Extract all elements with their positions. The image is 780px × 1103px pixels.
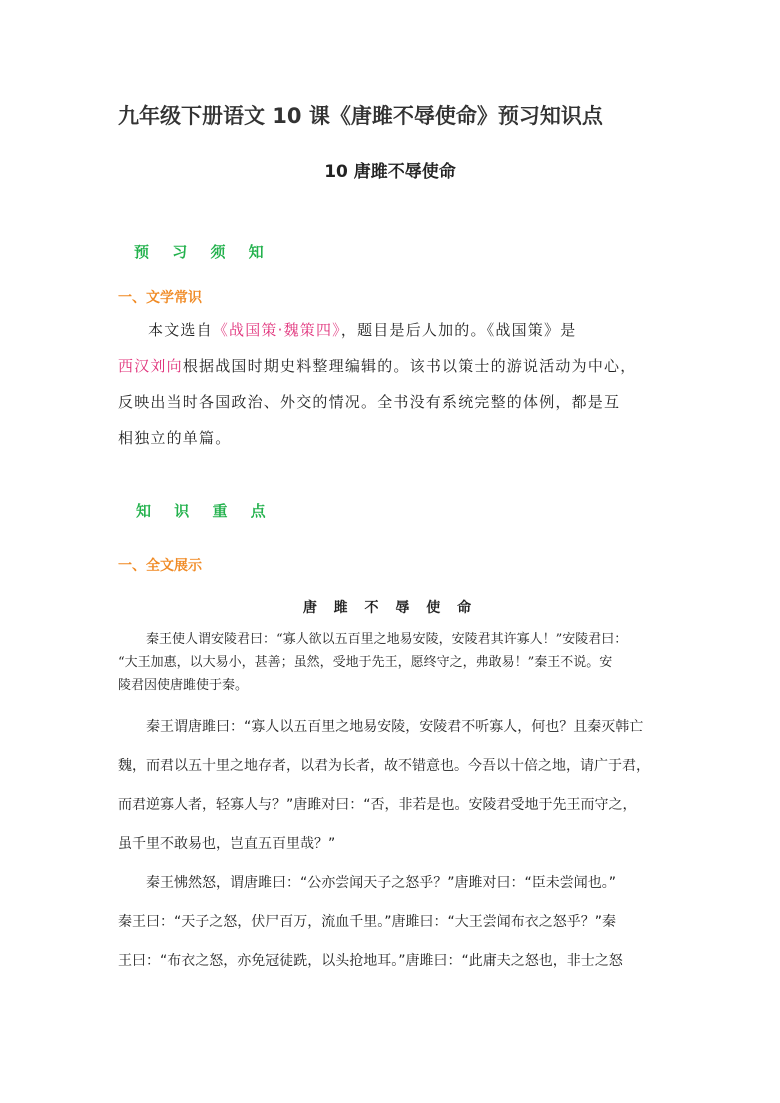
body-line: 王曰：“布衣之怒，亦免冠徒跣，以头抢地耳。”唐雎曰：“此庸夫之怒也，非士之怒 [118, 953, 623, 969]
serif-line: “大王加惠，以大易小，甚善；虽然，受地于先王，愿终守之，弗敢易！”秦王不说。安 [118, 655, 613, 670]
body-line: 而君逆寡人者，轻寡人与？”唐雎对曰：“否，非若是也。安陵君受地于先王而守之， [118, 797, 637, 813]
serif-paragraph [118, 628, 662, 697]
literary-knowledge-heading: 一、文学常识 [118, 290, 202, 306]
body-line: 秦王谓唐雎曰：“寡人以五百里之地易安陵，安陵君不听寡人，何也？且秦灭韩亡 [146, 719, 644, 735]
intro-text: 根据战国时期史料整理编辑的。该书以策士的游说活动为中心， [182, 357, 637, 375]
body-line: 魏，而君以五十里之地存者，以君为长者，故不错意也。今吾以十倍之地，请广于君， [118, 758, 650, 774]
page-title: 九年级下册语文 10 课《唐雎不辱使命》预习知识点 [118, 104, 603, 128]
intro-line-4: 相独立的单篇。 [118, 429, 232, 447]
body-line: 秦王怫然怒，谓唐雎曰：“公亦尝闻天子之怒乎？”唐雎对曰：“臣未尝闻也。” [146, 875, 617, 891]
section-key-points-heading: 知 识 重 点 [136, 502, 275, 520]
serif-line: 陵君因使唐雎使于秦。 [118, 678, 249, 693]
intro-text: 本文选自 [148, 321, 213, 339]
intro-line-3: 反映出当时各国政治、外交的情况。全书没有系统完整的体例，都是互 [118, 393, 621, 411]
text-title: 唐 雎 不 辱 使 命 [302, 600, 478, 616]
body-line: 虽千里不敢易也，岂直五百里哉？” [118, 836, 336, 852]
intro-paragraph [118, 312, 662, 456]
lesson-subtitle: 10 唐雎不辱使命 [324, 162, 456, 182]
body-paragraphs [118, 708, 662, 981]
author-highlight: 西汉刘向 [118, 357, 183, 375]
section-preview-heading: 预 习 须 知 [134, 243, 273, 261]
serif-line: 秦王使人谓安陵君曰：“寡人欲以五百里之地易安陵，安陵君其许寡人！”安陵君曰： [146, 632, 628, 647]
full-text-heading: 一、全文展示 [118, 558, 202, 574]
intro-line-1 [118, 312, 662, 348]
intro-line-2 [118, 348, 662, 384]
body-line: 秦王曰：“天子之怒，伏尸百万，流血千里。”唐雎曰：“大王尝闻布衣之怒乎？”秦 [118, 914, 617, 930]
source-highlight: 《战国策·魏策四》 [212, 321, 341, 339]
intro-text: ，题目是后人加的。《战国策》是 [340, 321, 577, 339]
